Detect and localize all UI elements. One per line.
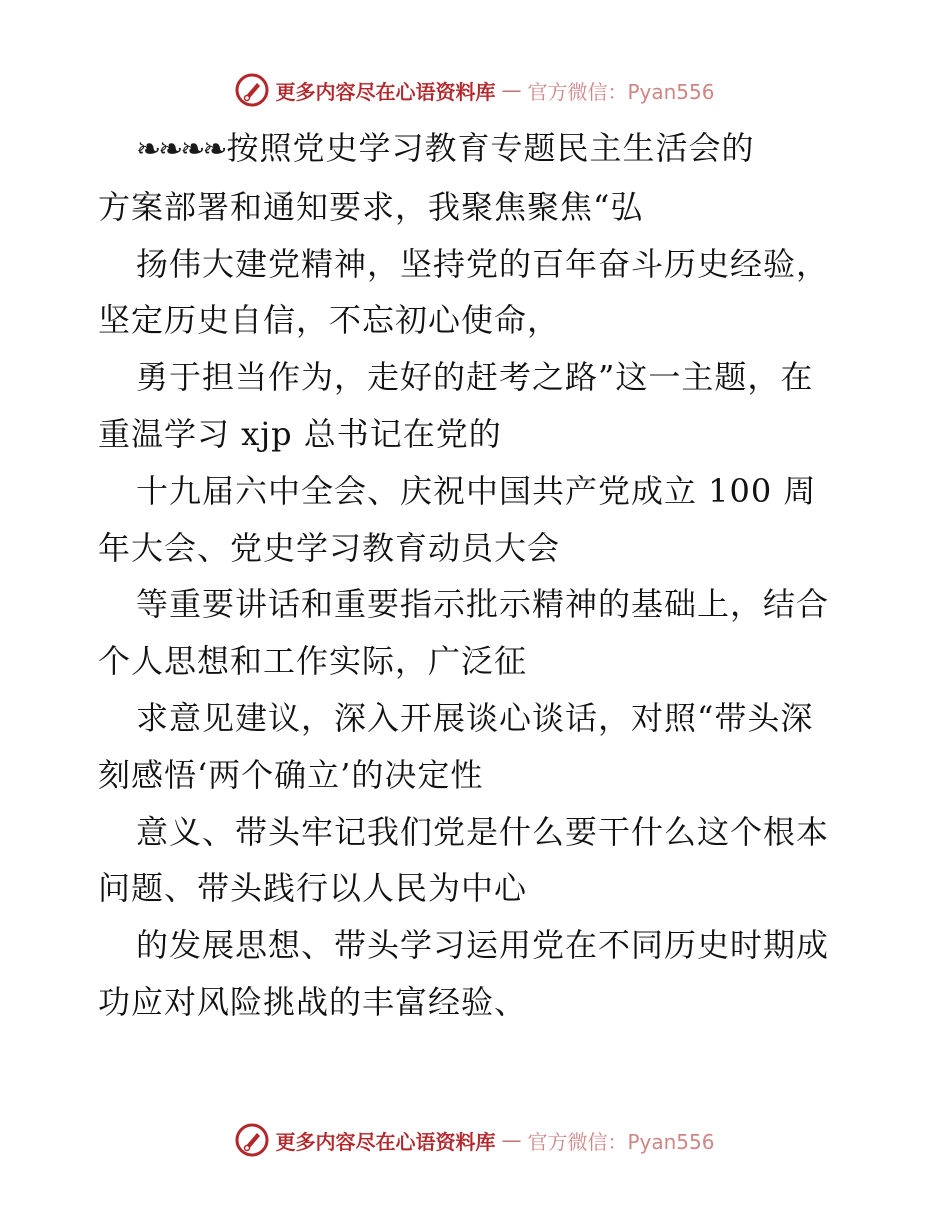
footer-dash: —	[501, 1128, 522, 1152]
body-line: 等重要讲话和重要指示批示精神的基础上，结合	[136, 585, 830, 624]
body-line: 个人思想和工作实际，广泛征	[98, 642, 528, 681]
header-wechat-text: 官方微信：Pyan556	[527, 79, 715, 104]
body-line: 功应对风险挑战的丰富经验、	[98, 982, 528, 1021]
header-dash: —	[501, 78, 522, 102]
body-line	[98, 120, 858, 179]
header-banner	[0, 70, 950, 110]
header-brand-text: 更多内容尽在心语资料库	[275, 79, 496, 104]
body-line: 的发展思想、带头学习运用党在不同历史时期成	[136, 926, 830, 965]
body-line: 重温学习 xjp 总书记在党的	[98, 414, 502, 453]
pen-nib-logo-icon	[235, 73, 269, 107]
footer-brand-text: 更多内容尽在心语资料库	[275, 1129, 496, 1154]
body-line: 求意见建议，深入开展谈心谈话，对照“带头深	[136, 698, 814, 737]
body-line: 刻感悟‘两个确立’的决定性	[98, 755, 484, 794]
body-line: 扬伟大建党精神，坚持党的百年奋斗历史经验，	[136, 244, 830, 283]
footer-banner	[0, 1120, 950, 1160]
fleuron-ornament-icon: ❧❧❧❧	[136, 132, 225, 167]
footer-wechat-text: 官方微信：Pyan556	[527, 1129, 715, 1154]
body-line: 方案部署和通知要求，我聚焦聚焦“弘	[98, 187, 644, 226]
body-line: 坚定历史自信，不忘初心使命，	[98, 301, 561, 340]
body-line: 意义、带头牢记我们党是什么要干什么这个根本	[136, 812, 830, 851]
body-line-text: 按照党史学习教育专题民主生活会的	[226, 129, 755, 167]
document-body	[98, 120, 858, 1031]
body-line: 十九届六中全会、庆祝中国共产党成立 100 周	[136, 471, 817, 510]
body-line: 问题、带头践行以人民为中心	[98, 869, 528, 908]
body-line: 勇于担当作为，走好的赶考之路”这一主题，在	[136, 358, 814, 397]
pen-nib-logo-icon	[235, 1123, 269, 1157]
body-line: 年大会、党史学习教育动员大会	[98, 528, 561, 567]
